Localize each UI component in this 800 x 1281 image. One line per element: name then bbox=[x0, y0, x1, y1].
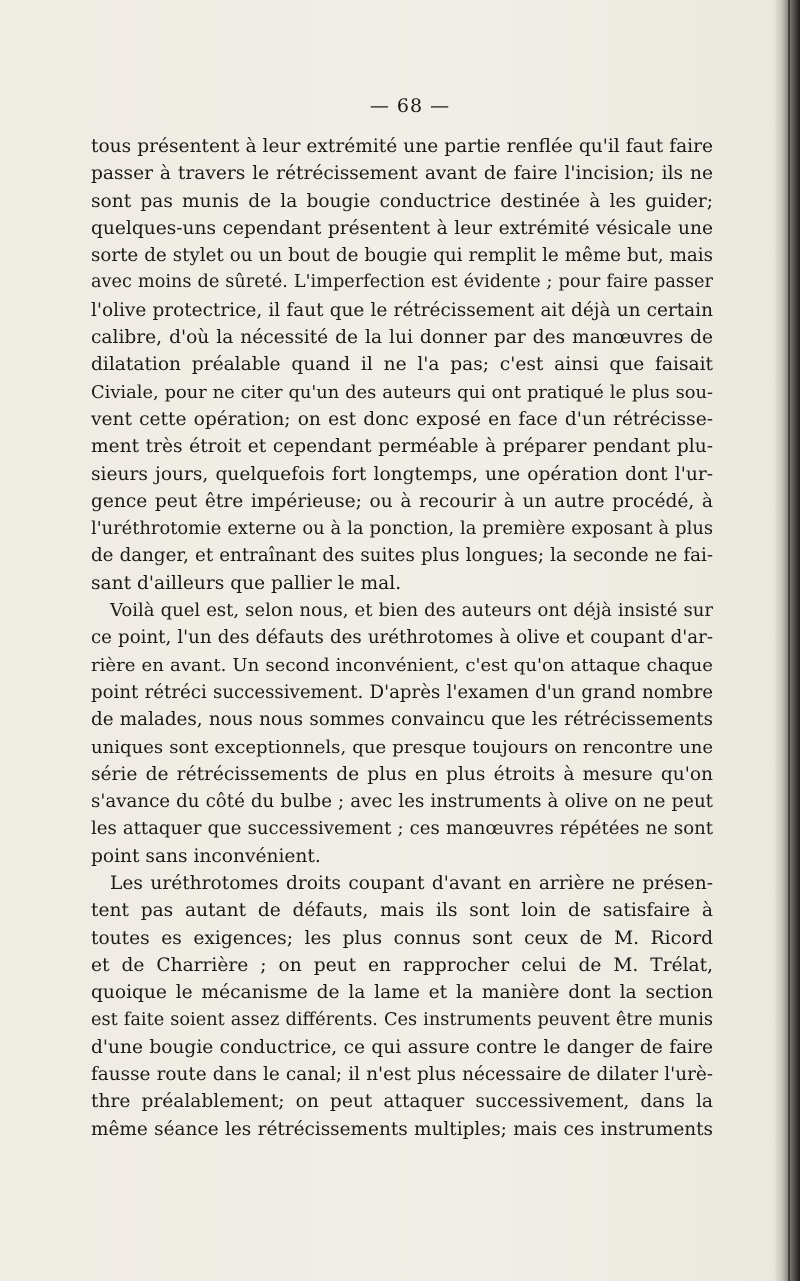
text-line: de malades, nous nous sommes convaincu que les rétrécissements bbox=[91, 709, 713, 731]
text-line: fausse route dans le canal; il n'est plus nécessaire de dilater l'urè- bbox=[91, 1064, 713, 1086]
text-line: d'une bougie conductrice, ce qui assure contre le danger de faire bbox=[91, 1036, 713, 1058]
text-line: tent pas autant de défauts, mais ils sont loin de satisfaire à bbox=[91, 900, 713, 922]
text-line: dilatation préalable quand il ne l'a pas; c'est ainsi que faisait bbox=[91, 354, 713, 376]
text-line: sieurs jours, quelquefois fort longtemps, une opération dont l'ur- bbox=[91, 463, 713, 485]
text-line: gence peut être impérieuse; ou à recourir à un autre procédé, à bbox=[91, 490, 713, 512]
text-line: tous présentent à leur extrémité une partie renflée qu'il faut faire bbox=[91, 136, 713, 157]
text-line: thre préalablement; on peut attaquer successivement, dans la bbox=[91, 1091, 713, 1113]
text-line: ce point, l'un des défauts des uréthrotomes à olive et coupant d'ar- bbox=[91, 627, 713, 649]
text-line: est faite soient assez différents. Ces instruments peuvent être munis bbox=[91, 1009, 713, 1030]
text-line: Voilà quel est, selon nous, et bien des auteurs ont déjà insisté sur bbox=[110, 600, 713, 622]
text-line: sorte de stylet ou un bout de bougie qui remplit le même but, mais bbox=[91, 245, 713, 267]
text-line: les attaquer que successivement ; ces manœuvres répétées ne sont bbox=[91, 818, 713, 840]
text-line: Les uréthrotomes droits coupant d'avant en arrière ne présen- bbox=[110, 873, 713, 895]
text-line: et de Charrière ; on peut en rapprocher celui de M. Trélat, bbox=[91, 954, 713, 976]
text-line: point rétréci successivement. D'après l'examen d'un grand nombre bbox=[91, 681, 713, 703]
text-line: Civiale, pour ne citer qu'un des auteurs qui ont pratiqué le plus sou- bbox=[91, 381, 713, 403]
text-line: uniques sont exceptionnels, que presque toujours on rencontre une bbox=[91, 736, 713, 758]
text-line: vent cette opération; on est donc exposé en face d'un rétrécisse- bbox=[91, 408, 713, 430]
binding-shadow bbox=[774, 0, 800, 1281]
text-line: toutes es exigences; les plus connus sont ceux de M. Ricord bbox=[91, 927, 713, 949]
text-line: point sans inconvénient. bbox=[91, 845, 321, 867]
text-line: sont pas munis de la bougie conductrice destinée à les guider; bbox=[91, 190, 713, 212]
text-line: ment très étroit et cependant perméable à préparer pendant plu- bbox=[91, 436, 713, 458]
body-text bbox=[91, 133, 713, 1143]
text-line: rière en avant. Un second inconvénient, c'est qu'on attaque chaque bbox=[91, 654, 713, 676]
text-line: s'avance du côté du bulbe ; avec les instruments à olive on ne peut bbox=[91, 791, 713, 813]
binding-edge bbox=[788, 0, 790, 1281]
text-line: l'uréthrotomie externe ou à la ponction, la première exposant à plus bbox=[91, 518, 713, 540]
text-line: sant d'ailleurs que pallier le mal. bbox=[91, 572, 402, 594]
text-line: quelques-uns cependant présentent à leur extrémité vésicale une bbox=[91, 217, 713, 239]
text-line: calibre, d'où la nécessité de la lui donner par des manœuvres de bbox=[91, 327, 713, 349]
text-line: avec moins de sûreté. L'imperfection est évidente ; pour faire passer bbox=[91, 272, 713, 293]
text-line: même séance les rétrécissements multiples; mais ces instruments bbox=[91, 1118, 713, 1140]
text-line: passer à travers le rétrécissement avant de faire l'incision; ils ne bbox=[91, 163, 713, 185]
text-line: quoique le mécanisme de la lame et la manière dont la section bbox=[91, 982, 713, 1004]
text-line: série de rétrécissements de plus en plus étroits à mesure qu'on bbox=[91, 763, 713, 785]
text-line: l'olive protectrice, il faut que le rétrécissement ait déjà un certain bbox=[91, 299, 713, 321]
page-number: — 68 — bbox=[369, 95, 451, 117]
text-line: de danger, et entraînant des suites plus longues; la seconde ne fai- bbox=[91, 545, 713, 567]
